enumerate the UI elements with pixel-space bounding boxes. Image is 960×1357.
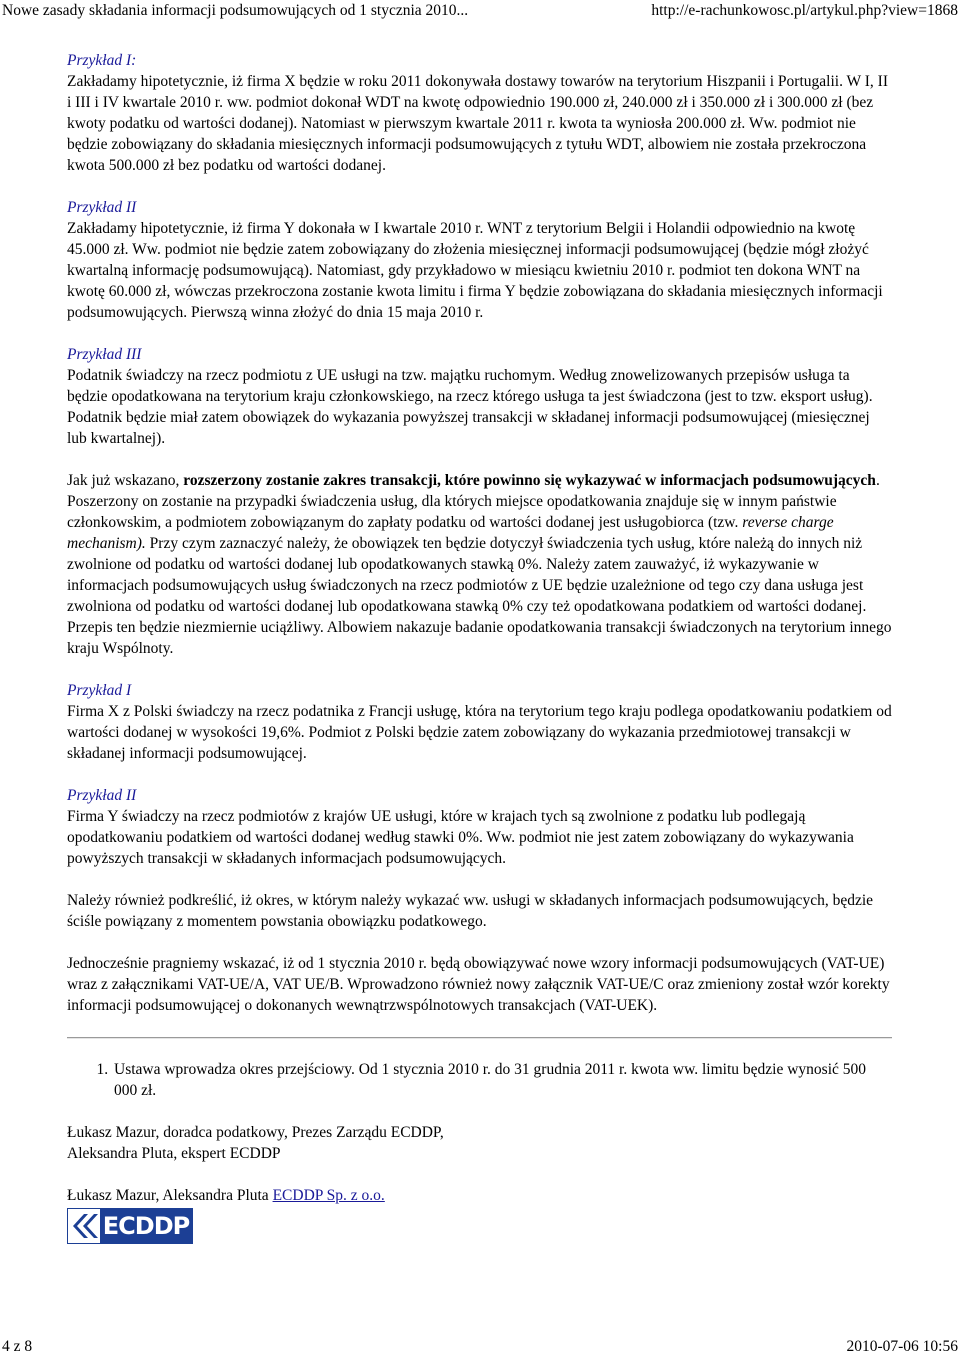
- example-1: [67, 50, 892, 176]
- example-5-title: Przykład II: [67, 787, 137, 804]
- scope-paragraph: [67, 470, 892, 659]
- scope-mid: . Poszerzony on zostanie na przypadki świadczenia usług, dla których miejsce opodatkowania znajduje się w innym państwie członkowskim, a podmiotem zobowiązanym do zapłaty podatku od wartości dodanej jest usługobiorca (tzw.: [67, 472, 880, 531]
- byline-names: Łukasz Mazur, Aleksandra Pluta: [67, 1187, 273, 1204]
- example-4-title: Przykład I: [67, 682, 132, 699]
- forms-paragraph: Jednocześnie pragniemy wskazać, iż od 1 stycznia 2010 r. będą obowiązywać nowe wzory informacji podsumowujących (VAT-UE) wraz z załącznikami VAT-UE/A, VAT UE/B. Wprowadzono również nowy załącznik VAT-UE/C oraz zmieniony został wzór korekty informacji podsumowującej o dokonanych wewnątrzwspólnotowych transakcjach (VAT-UEK).: [67, 955, 890, 1014]
- example-2: [67, 197, 892, 323]
- ecddp-logo[interactable]: [67, 1208, 193, 1244]
- company-link[interactable]: ECDDP Sp. z o.o.: [272, 1187, 385, 1204]
- print-footer: [0, 1337, 960, 1357]
- print-page-title: Nowe zasady składania informacji podsumowujących od 1 stycznia 2010...: [2, 2, 469, 19]
- author-byline: [67, 1185, 892, 1206]
- scope-rest: Przy czym zaznaczyć należy, że obowiązek ten będzie dotyczył świadczenia tych usług, które należą do innych niż zwolnione od podatku od wartości dodanej lub opodatkowanych stawką 0%. Należy zatem zauważyć, iż wykazywanie w informacjach podsumowujących usług świadczonych na rzecz podmiotów z UE będzie uzależnione od tego czy dana usługa jest zwolniona od podatku od wartości dodanej lub opodatkowana stawką 0% czy też opodatkowana podatkiem od wartości dodanej. Przepis ten będzie niezmiernie uciążliwy. Albowiem nakazuje badanie opodatkowania transakcji świadczonych na terytorium innego kraju Wspólnoty.: [67, 535, 892, 657]
- footnote-list: [67, 1059, 892, 1101]
- example-5-text: Firma Y świadczy na rzecz podmiotów z krajów UE usługi, które w krajach tych są zwolnione z podatku lub podlegają opodatkowaniu podatkiem od wartości dodanej według stawki 0%. Ww. podmiot nie jest zatem zobowiązany do wykazywania powyższych transakcji w składanych informacjach podsumowujących.: [67, 808, 854, 867]
- example-2-title: Przykład II: [67, 199, 137, 216]
- example-2-text: Zakładamy hipotetycznie, iż firma Y dokonała w I kwartale 2010 r. WNT z terytorium Belgii i Holandii odpowiednio na kwotę 45.000 zł. Ww. podmiot nie będzie zatem zobowiązany do złożenia miesięcznej informacji podsumowującej (będzie mógł złożyć kwartalną informację podsumowującą). Natomiast, gdy przykładowo w miesiącu kwietniu 2010 r. podmiot ten dokona WNT na kwotę 60.000 zł, wówczas przekroczona zostanie kwota limitu i firma Y będzie zobowiązana do składania miesięcznych informacji podsumowujących. Pierwszą winna złożyć do dnia 15 maja 2010 r.: [67, 220, 883, 321]
- scope-lead: Jak już wskazano,: [67, 472, 184, 489]
- scope-bold: rozszerzony zostanie zakres transakcji, które powinno się wykazywać w informacjach podsumowujących: [183, 472, 876, 489]
- print-page-url: http://e-rachunkowosc.pl/artykul.php?view=1868: [651, 2, 958, 19]
- example-4: [67, 680, 892, 764]
- article-body: [67, 50, 892, 1244]
- example-1-text: Zakładamy hipotetycznie, iż firma X będzie w roku 2011 dokonywała dostawy towarów na terytorium Hiszpanii i Portugalii. W I, II i III i IV kwartale 2010 r. ww. podmiot dokonał WDT na kwotę odpowiednio 190.000 zł, 240.000 zł i 350.000 zł i 300.000 zł (bez kwoty podatku od wartości dodanej). Natomiast w pierwszym kwartale 2011 r. kwota ta wyniosła 200.000 zł. Ww. podmiot nie będzie zobowiązany do składania miesięcznych informacji podsumowujących z tytułu WDT, albowiem nie została przekroczona kwota 500.000 zł bez podatku od wartości dodanej.: [67, 73, 889, 174]
- example-3-title: Przykład III: [67, 346, 142, 363]
- example-4-text: Firma X z Polski świadczy na rzecz podatnika z Francji usługę, która na terytorium tego kraju podlega opodatkowaniu podatkiem od wartości dodanej w wysokości 19,6%. Podmiot z Polski będzie zatem zobowiązany do wykazania przedmiotowej transakcji w składanej informacji podsumowującej.: [67, 703, 892, 762]
- print-page-number: 4 z 8: [2, 1338, 33, 1355]
- example-3: [67, 344, 892, 449]
- print-datetime: 2010-07-06 10:56: [846, 1338, 958, 1355]
- footnote-divider: [67, 1037, 892, 1039]
- example-3-text: Podatnik świadczy na rzecz podmiotu z UE usługi na tzw. majątku ruchomym. Według znowelizowanych przepisów usługa ta będzie opodatkowana na terytorium kraju członkowskiego, na rzecz którego usługa ta jest świadczona (jest to tzw. eksport usług). Podatnik będzie miał zatem obowiązek do wykazania powyższej transakcji w składanej informacji podsumowującej (miesięcznej lub kwartalnej).: [67, 367, 873, 447]
- example-5: [67, 785, 892, 869]
- period-paragraph: Należy również podkreślić, iż okres, w którym należy wykazać ww. usługi w składanych informacjach podsumowujących, będzie ściśle powiązany z momentem powstania obowiązku podatkowego.: [67, 892, 874, 930]
- author-line-2: Aleksandra Pluta, ekspert ECDDP: [67, 1145, 281, 1162]
- example-1-title: Przykład I:: [67, 52, 137, 69]
- scope-term: reverse charge mechanism).: [67, 514, 834, 552]
- footnote-item: 1. Ustawa wprowadza okres przejściowy. Od 1 stycznia 2010 r. do 31 grudnia 2011 r. kwota ww. limitu będzie wynosić 500 000 zł.: [112, 1059, 892, 1101]
- print-header: [0, 0, 960, 24]
- author-credits: [67, 1122, 892, 1164]
- double-chevron-icon: [68, 1209, 100, 1243]
- logo-wordmark: ECDDP: [100, 1209, 192, 1243]
- author-line-1: Łukasz Mazur, doradca podatkowy, Prezes Zarządu ECDDP,: [67, 1124, 444, 1141]
